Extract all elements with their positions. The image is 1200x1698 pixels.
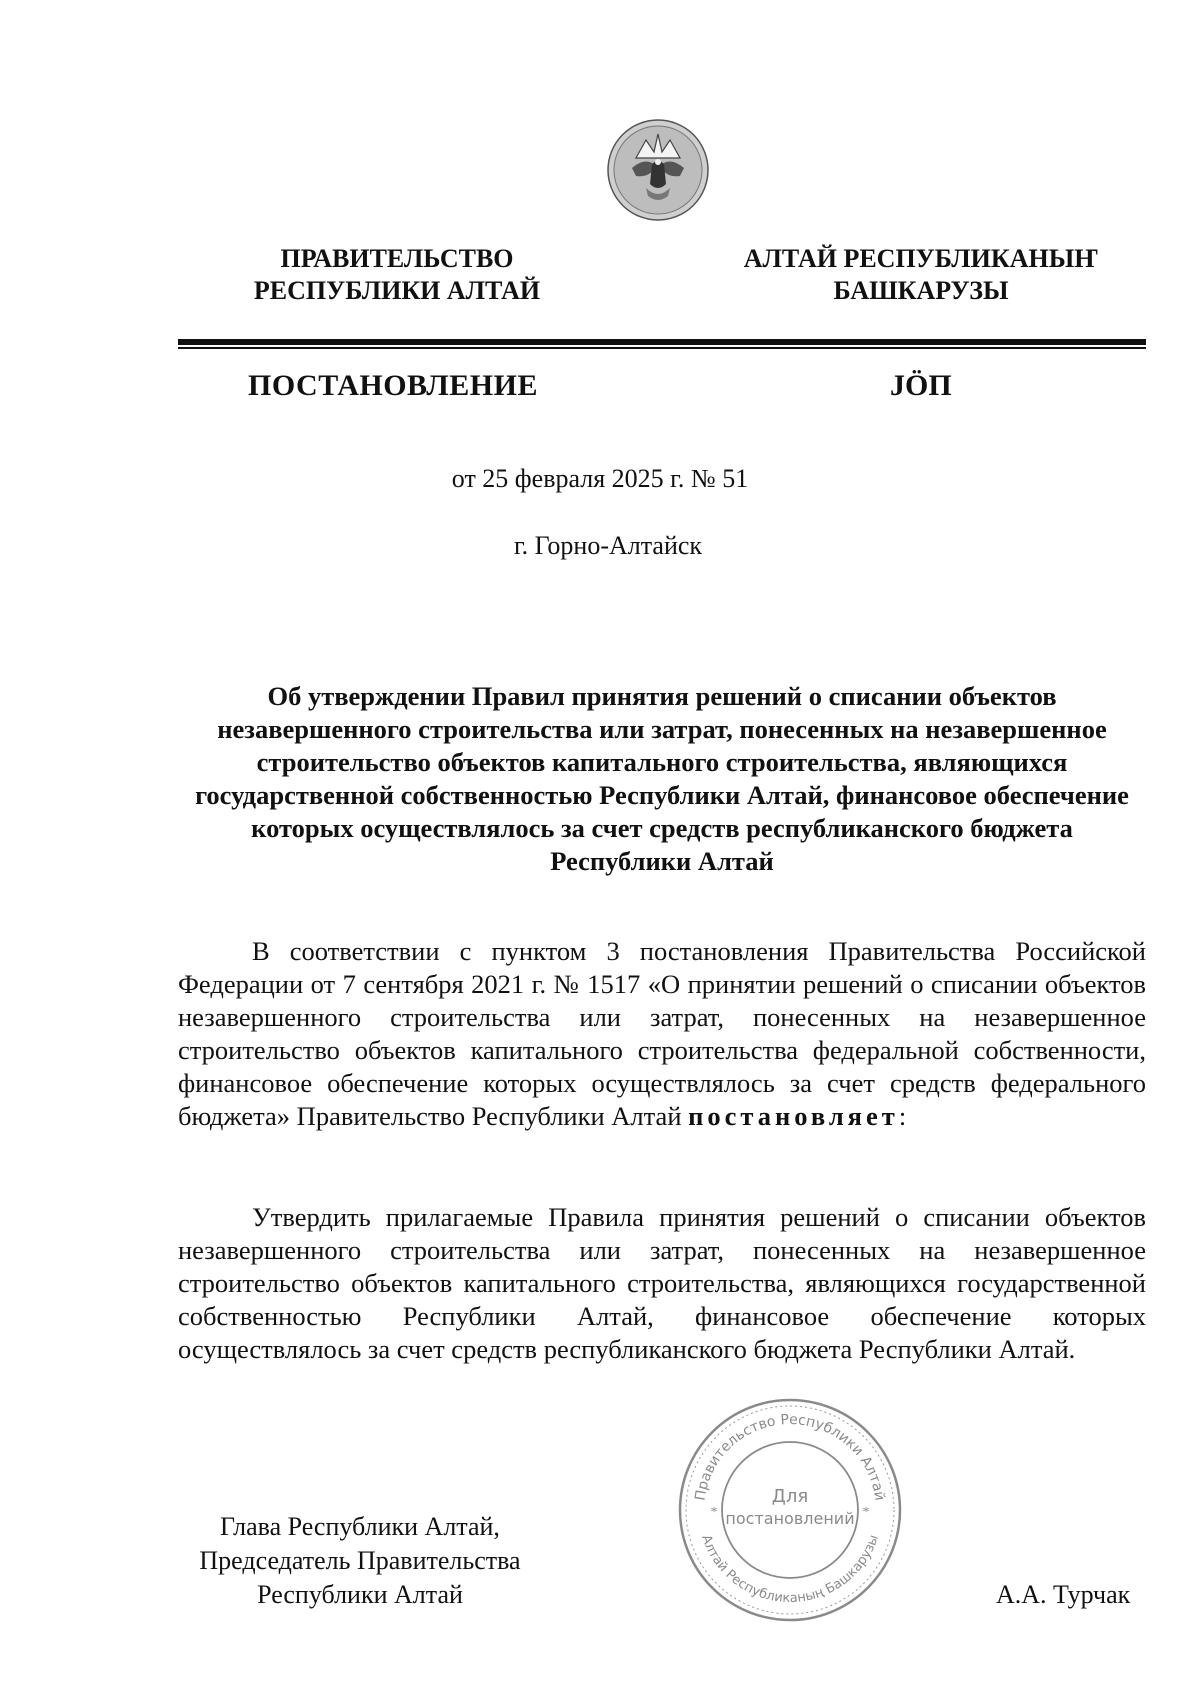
stamp-star-left: * [710,1505,718,1520]
document-date-number: от 25 февраля 2025 г. № 51 [451,464,749,493]
issuer-russian [232,243,562,307]
signatory-position-line1: Глава Республики Алтай, [220,1512,500,1541]
issuer-altai-line2: БАШКАРУЗЫ [833,276,1009,305]
paragraph-resolution: Утвердить прилагаемые Правила принятия решений о списании объектов незавершенного строительства или затрат, понесенных на незавершенное строительство объектов капитального строительства, являющихся государственной собственностью Республики Алтай, финансовое обеспечение которых осуществлялось за счет средств республиканского бюджета Республики Алтай. [178,1202,1146,1364]
official-seal-stamp [676,1396,904,1624]
header-divider-thick [178,339,1146,345]
paragraph-preamble [178,935,1146,1133]
document-title: Об утверждении Правил принятия решений о списании объектов незавершенного строительства или затрат, понесенных на незавершенное строительство объектов капитального строительства, являющихся государственной собственностью Республики Алтай, финансовое обеспечение которых осуществлялось за счет средств республиканского бюджета Республики Алтай [195,681,1129,876]
signatory-name: А.А. Турчак [996,1580,1131,1609]
stamp-center-line2: постановлений [725,1509,855,1528]
document-type-altai: JÖП [890,369,952,402]
coat-of-arms-icon [606,118,710,222]
issuer-russian-line1: ПРАВИТЕЛЬСТВО [280,244,514,273]
header-divider-thin [178,347,1146,349]
stamp-star-right: * [862,1505,870,1520]
issuer-russian-line2: РЕСПУБЛИКИ АЛТАЙ [253,276,541,305]
preamble-colon: : [898,1101,907,1131]
stamp-ring-bottom-text: Алтай Республиканың Башкарузы [698,1532,882,1607]
signatory-position-line2: Председатель Правительства [199,1546,521,1575]
document-type-russian: ПОСТАНОВЛЕНИЕ [248,369,538,402]
stamp-ring-top-text: Правительство Республики Алтай [692,1411,888,1502]
decree-verb: постановляет [688,1101,899,1131]
document-city: г. Горно-Алтайск [513,531,703,560]
stamp-center-line1: Для [771,1486,809,1507]
signatory-position-line3: Республики Алтай [257,1580,463,1609]
issuer-altai [716,243,1126,307]
signatory-position [160,1510,560,1612]
issuer-altai-line1: АЛТАЙ РЕСПУБЛИКАНЫҤ [743,244,1099,273]
preamble-text: В соответствии с пунктом 3 постановления Правительства Российской Федерации от 7 сентября 2021 г. № 1517 «О принятии решений о списании объектов незавершенного строительства или затрат, понесенных на незавершенное строительство объектов капитального строительства федеральной собственности, финансовое обеспечение которых осуществлялось за счет средств федерального бюджета» Правительство Республики Алтай [178,936,1146,1131]
